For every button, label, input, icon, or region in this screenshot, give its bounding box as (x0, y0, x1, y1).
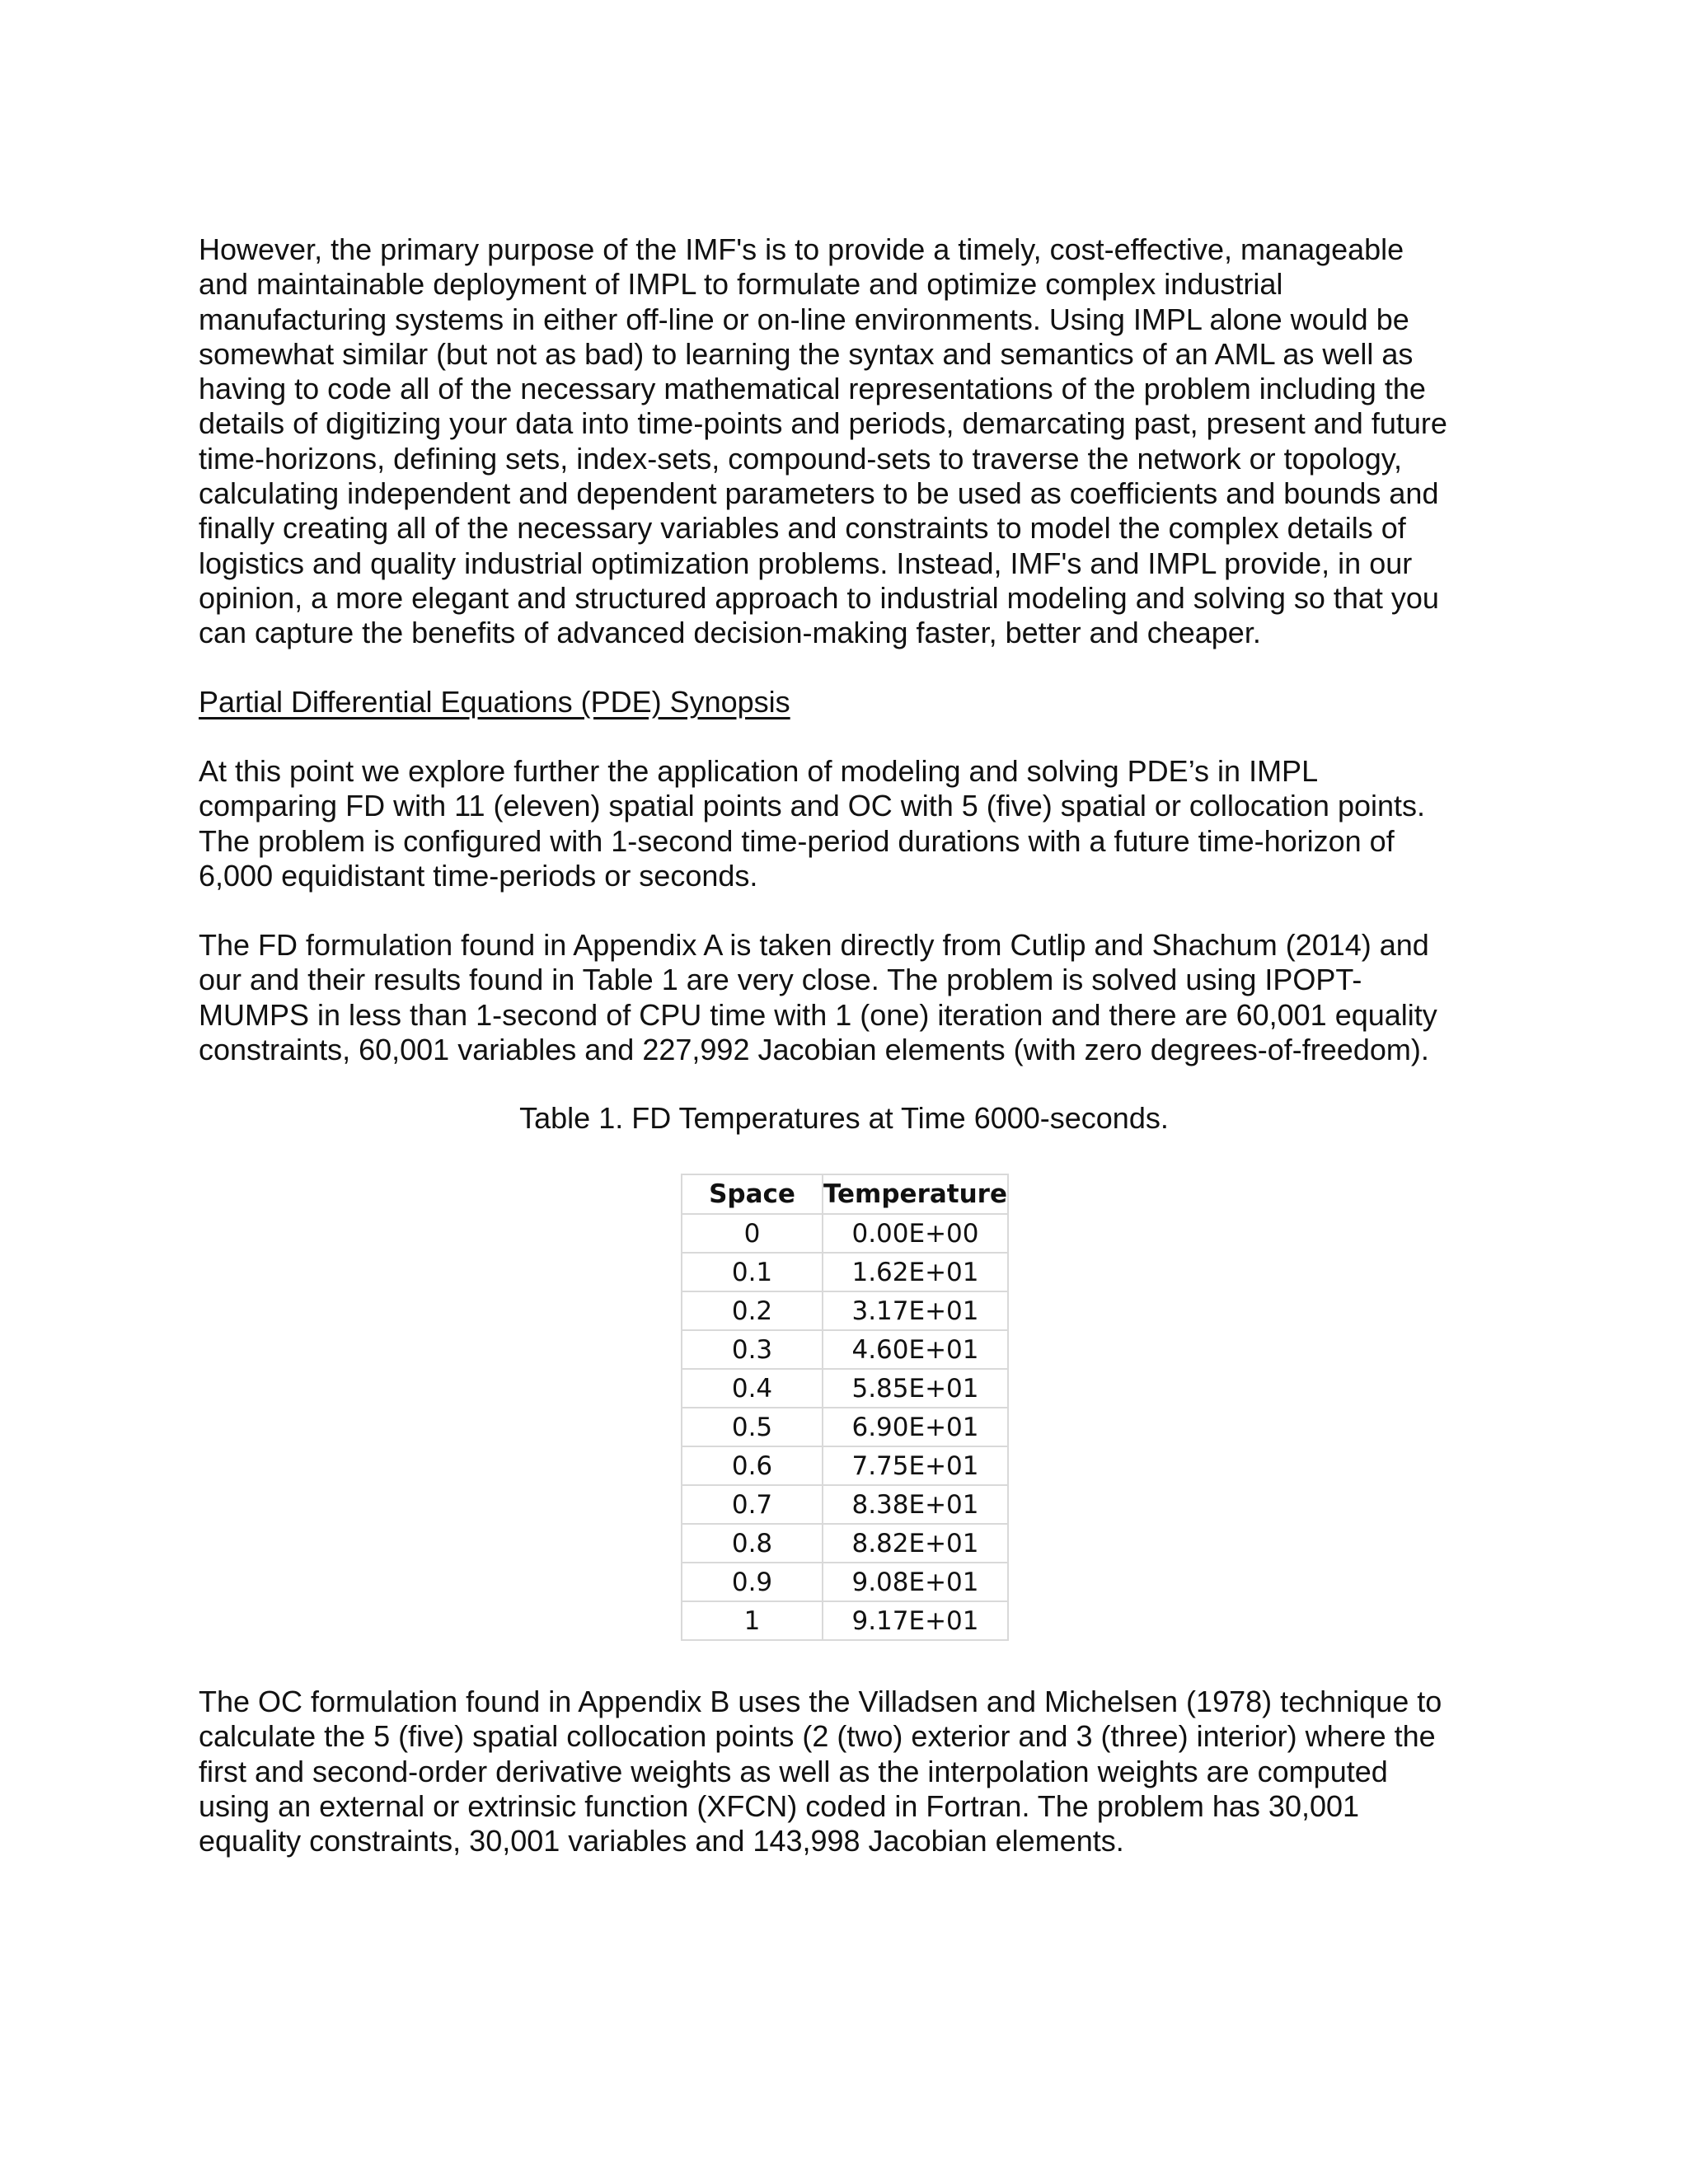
table-row (682, 1291, 1008, 1330)
temperature-cell: 6.90E+01 (823, 1408, 1008, 1446)
table-row (682, 1524, 1008, 1563)
paragraph-line: comparing FD with 11 (eleven) spatial points and OC with 5 (five) spatial or collocation points. (199, 789, 1426, 823)
temperature-cell: 1.62E+01 (823, 1253, 1008, 1291)
paragraph-line: logistics and quality industrial optimization problems. Instead, IMF's and IMPL provide, in our (199, 546, 1413, 580)
paragraph-line: 6,000 equidistant time-periods or seconds. (199, 858, 758, 893)
space-cell: 0.1 (682, 1253, 823, 1291)
table-row (682, 1601, 1008, 1640)
paragraph-line: At this point we explore further the application of modeling and solving PDE’s in IMPL (199, 754, 1319, 788)
table-row (682, 1408, 1008, 1446)
paragraph-line: somewhat similar (but not as bad) to learning the syntax and semantics of an AML as well as (199, 336, 1414, 371)
paragraph-line: equality constraints, 30,001 variables and 143,998 Jacobian elements. (199, 1824, 1124, 1858)
space-cell: 0.2 (682, 1291, 823, 1330)
temperature-table-wrapper (681, 1174, 1009, 1641)
temperature-cell: 9.08E+01 (823, 1563, 1008, 1601)
section-heading: Partial Differential Equations (PDE) Synopsis (199, 685, 790, 719)
temperature-cell: 3.17E+01 (823, 1291, 1008, 1330)
paragraph-imf-purpose (199, 232, 1517, 651)
paragraph-line: manufacturing systems in either off-line or on-line environments. Using IMPL alone would be (199, 302, 1409, 336)
paragraph-line: can capture the benefits of advanced decision-making faster, better and cheaper. (199, 616, 1261, 650)
space-cell: 0 (682, 1214, 823, 1253)
temperature-cell: 9.17E+01 (823, 1601, 1008, 1640)
temperature-cell: 5.85E+01 (823, 1369, 1008, 1408)
paragraph-oc-formulation (199, 1685, 1517, 1858)
space-cell: 1 (682, 1601, 823, 1640)
paragraph-line: MUMPS in less than 1-second of CPU time with 1 (one) iteration and there are 60,001 equality (199, 997, 1437, 1032)
paragraph-line: However, the primary purpose of the IMF's is to provide a timely, cost-effective, manageable (199, 232, 1404, 266)
paragraph-line: constraints, 60,001 variables and 227,992 Jacobian elements (with zero degrees-of-freedom). (199, 1032, 1429, 1066)
column-header-temperature: Temperature (823, 1174, 1008, 1214)
space-cell: 0.6 (682, 1446, 823, 1485)
temperature-cell: 7.75E+01 (823, 1446, 1008, 1485)
table-row (682, 1253, 1008, 1291)
paragraph-pde-exploration (199, 754, 1517, 893)
paragraph-line: first and second-order derivative weights as well as the interpolation weights are computed (199, 1754, 1388, 1788)
space-cell: 0.7 (682, 1485, 823, 1524)
paragraph-line: calculate the 5 (five) spatial collocation points (2 (two) exterior and 3 (three) interior) where the (199, 1719, 1436, 1754)
table-row (682, 1330, 1008, 1369)
table-row (682, 1563, 1008, 1601)
paragraph-line: having to code all of the necessary mathematical representations of the problem including the (199, 372, 1426, 406)
paragraph-line: and maintainable deployment of IMPL to formulate and optimize complex industrial (199, 267, 1283, 302)
column-header-space: Space (682, 1174, 823, 1214)
paragraph-line: details of digitizing your data into time-points and periods, demarcating past, present and future (199, 406, 1447, 441)
space-cell: 0.8 (682, 1524, 823, 1563)
space-cell: 0.5 (682, 1408, 823, 1446)
table-row (682, 1214, 1008, 1253)
paragraph-line: finally creating all of the necessary variables and constraints to model the complex details of (199, 511, 1406, 546)
temperature-cell: 0.00E+00 (823, 1214, 1008, 1253)
paragraph-line: calculating independent and dependent parameters to be used as coefficients and bounds and (199, 476, 1439, 511)
table-caption: Table 1. FD Temperatures at Time 6000-seconds. (519, 1101, 1169, 1135)
paragraph-line: The OC formulation found in Appendix B uses the Villadsen and Michelsen (1978) technique to (199, 1685, 1442, 1718)
temperature-cell: 4.60E+01 (823, 1330, 1008, 1369)
table-row (682, 1369, 1008, 1408)
table-header-row (682, 1174, 1008, 1214)
paragraph-line: using an external or extrinsic function (XFCN) coded in Fortran. The problem has 30,001 (199, 1788, 1360, 1823)
paragraph-line: opinion, a more elegant and structured approach to industrial modeling and solving so that you (199, 580, 1439, 615)
paragraph-line: The FD formulation found in Appendix A is taken directly from Cutlip and Shachum (2014) and (199, 928, 1429, 962)
space-cell: 0.9 (682, 1563, 823, 1601)
temperature-table (681, 1174, 1009, 1641)
temperature-cell: 8.38E+01 (823, 1485, 1008, 1524)
paragraph-line: our and their results found in Table 1 are very close. The problem is solved using IPOPT- (199, 963, 1362, 997)
temperature-cell: 8.82E+01 (823, 1524, 1008, 1563)
table-row (682, 1485, 1008, 1524)
space-cell: 0.3 (682, 1330, 823, 1369)
paragraph-fd-formulation (199, 928, 1517, 1067)
table-row (682, 1446, 1008, 1485)
paragraph-line: The problem is configured with 1-second time-period durations with a future time-horizon of (199, 823, 1395, 858)
paragraph-line: time-horizons, defining sets, index-sets, compound-sets to traverse the network or topology, (199, 441, 1403, 476)
space-cell: 0.4 (682, 1369, 823, 1408)
